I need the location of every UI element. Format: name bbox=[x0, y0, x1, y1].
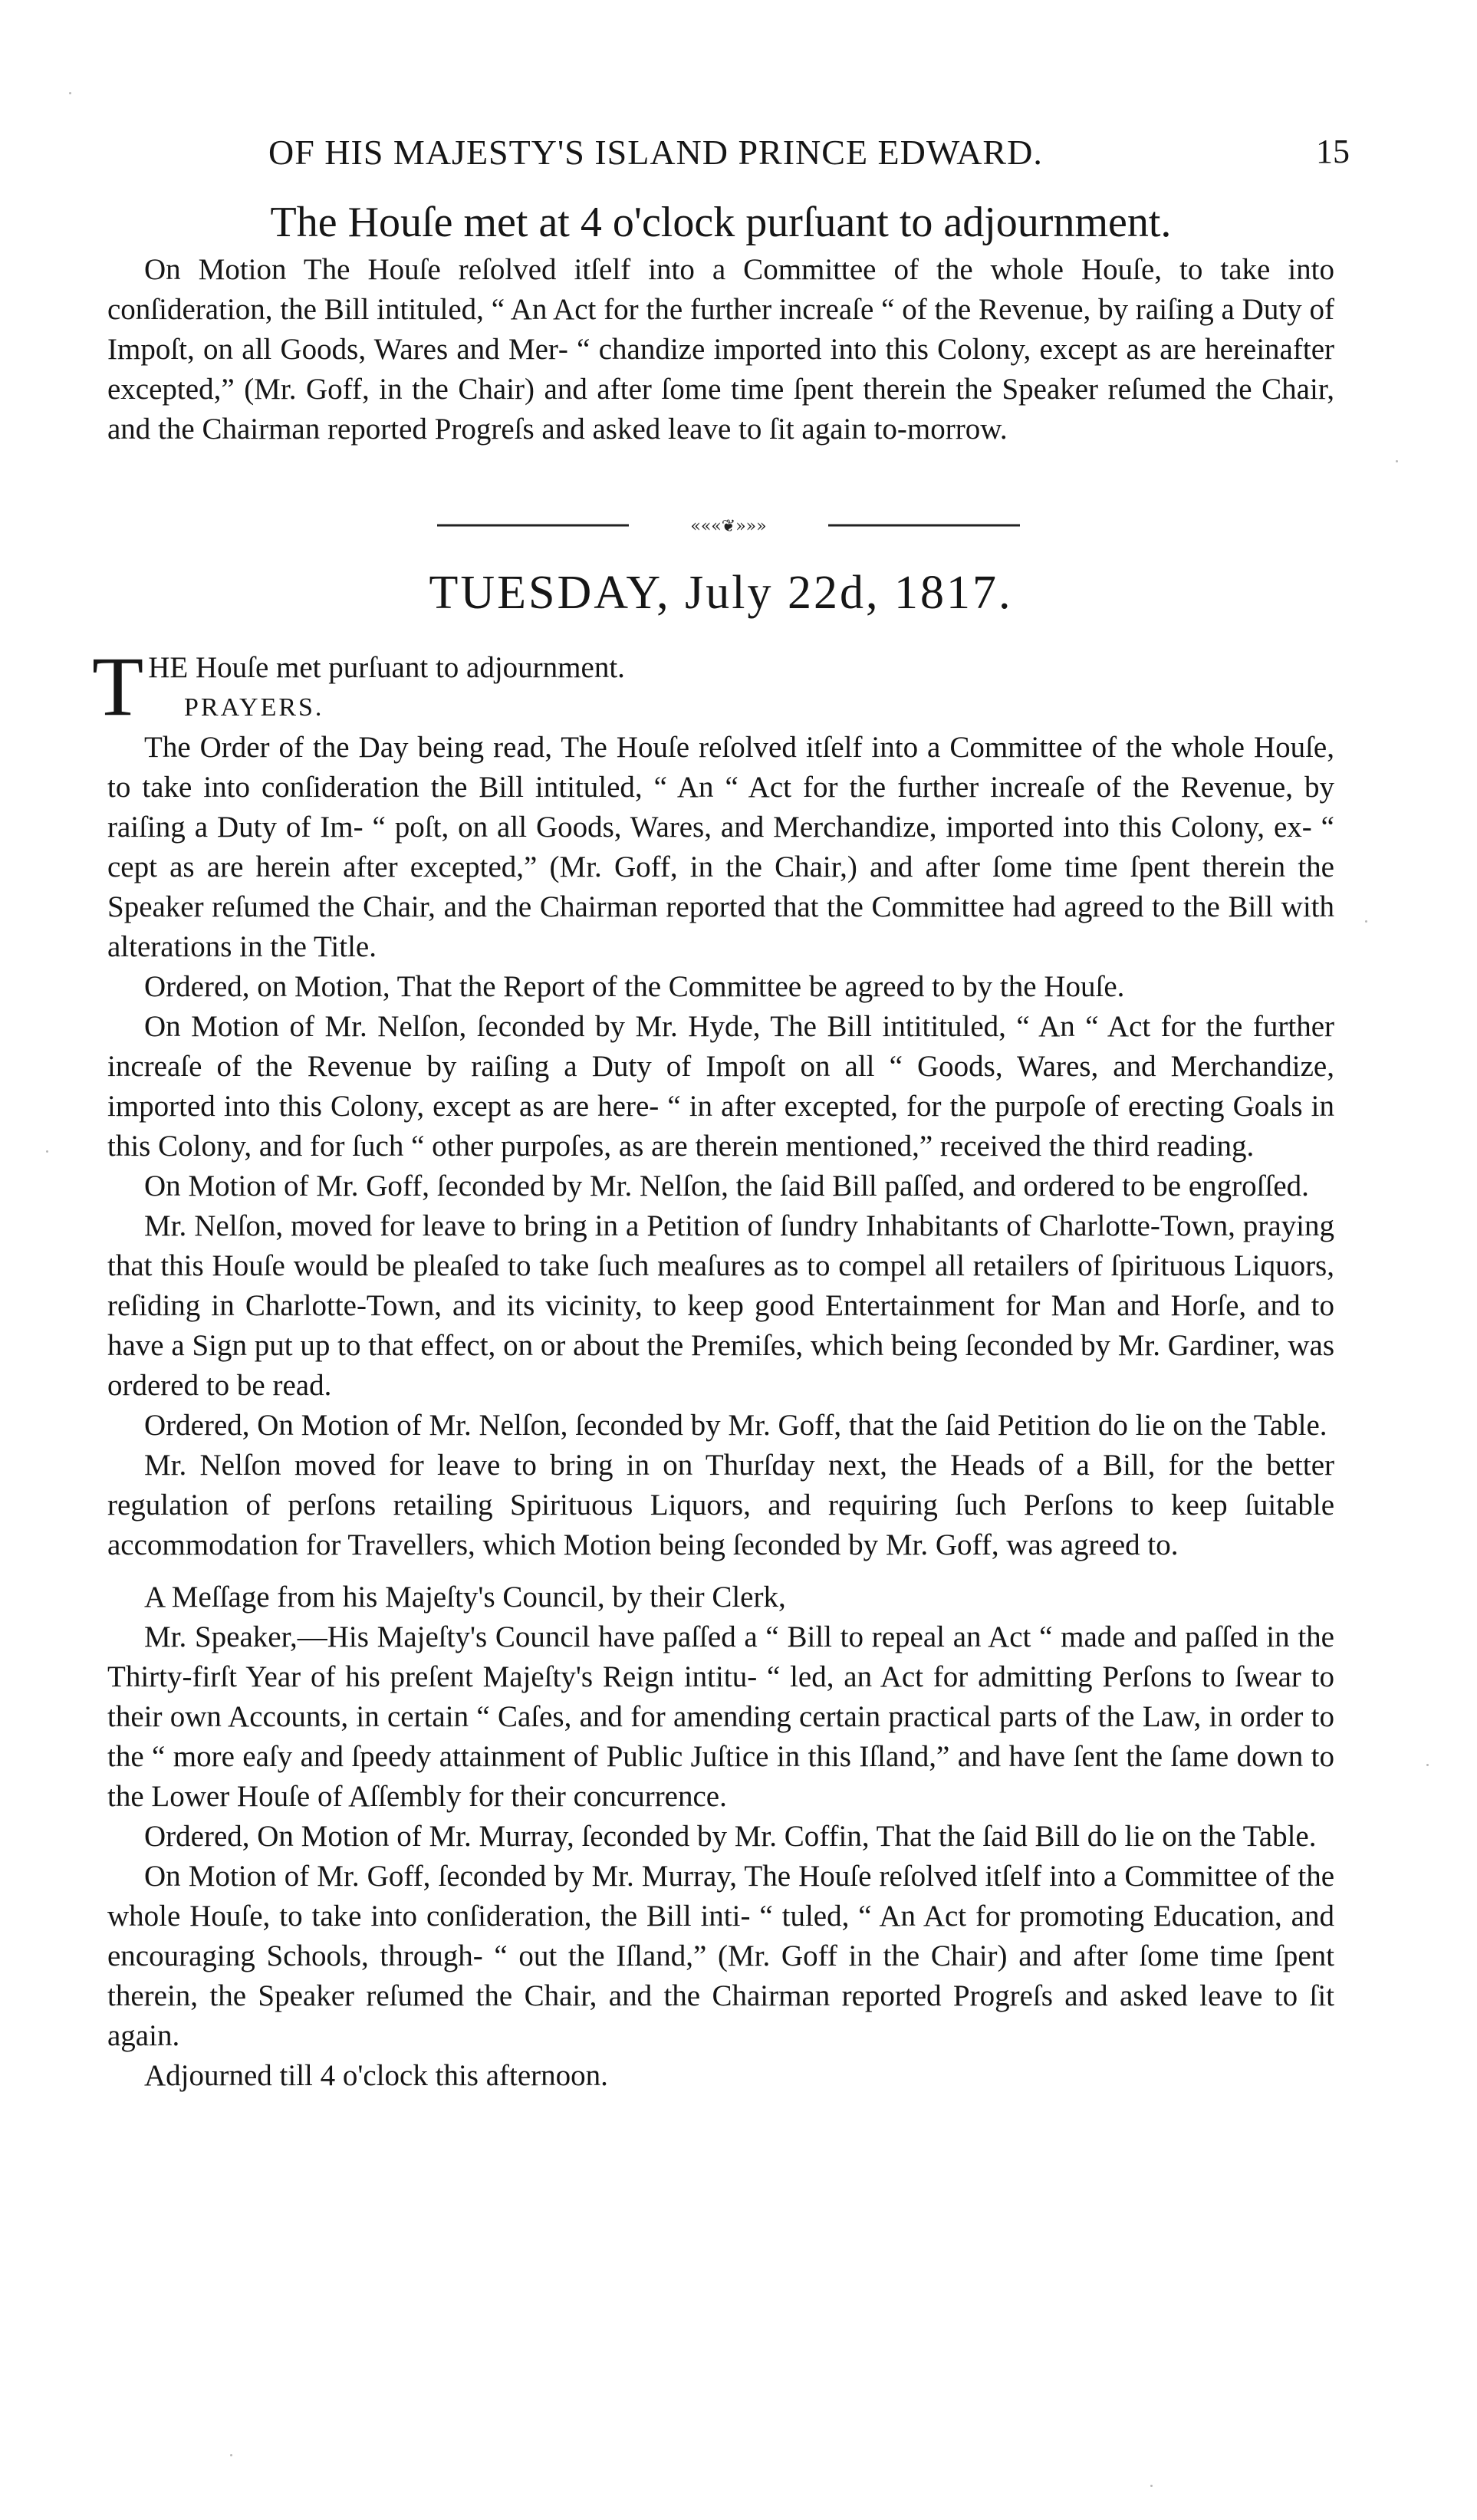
sitting-section bbox=[92, 640, 1334, 2096]
paragraph-adjourned: Adjourned till 4 o'clock this afternoon. bbox=[144, 2059, 608, 2092]
paragraph-bill-on-table: Ordered, On Motion of Mr. Murray, ſeconded by Mr. Coffin, That the ſaid Bill do lie on the Table. bbox=[144, 1820, 1317, 1853]
paragraph-heads-of-bill: Mr. Nelſon moved for leave to bring in on Thurſday next, the Heads of a Bill, for the better regulation of perſons retailing Spirituous Liquors, and requiring ſuch Perſons to keep ſuitable accommodation for Travellers, which Motion being ſeconded by Mr. Goff, was agreed to. bbox=[107, 1449, 1334, 1561]
drop-cap: T bbox=[92, 640, 144, 733]
prayers-label: PRAYERS. bbox=[184, 693, 324, 722]
paragraph-report-agreed: Ordered, on Motion, That the Report of the Committee be agreed to by the Houſe. bbox=[144, 970, 1125, 1003]
date-heading: TUESDAY, July 22d, 1817. bbox=[429, 567, 1013, 619]
paragraph-order-of-day: The Order of the Day being read, The Houſe reſolved itſelf into a Committee of the whole Houſe, to take into conſideration the Bill intituled, “ An “ Act for the further increaſe of the Revenue, by raiſing a Duty of Im‑ “ poſt, on all Goods, Wares, and Merchandize, imported into this Colony, ex‑ “ cept as are herein after excepted,” (Mr. Goff, in the Chair,) and after ſome time ſpent therein the Speaker reſumed the Chair, and the Chairman reported that the Committee had agreed to the Bill with alterations in the Title. bbox=[107, 731, 1334, 963]
afternoon-heading: The Houſe met at 4 o'clock purſuant to adjournment. bbox=[270, 199, 1172, 246]
divider-ornament: «««❦»»» bbox=[690, 517, 767, 536]
paragraph-council-message: A Meſſage from his Majeſty's Council, by their Clerk, bbox=[144, 1581, 786, 1614]
paragraph-petition-motion: Mr. Nelſon, moved for leave to bring in a Petition of ſundry Inhabitants of Charlotte-Town, praying that this Houſe would be pleaſed to take ſuch meaſures as to compel all retailers of ſpirituous Liquors, reſiding in Charlotte-Town, and its vicinity, to keep good Entertainment for Man and Horſe, and to have a Sign put up to that effect, on or about the Premiſes, which being ſeconded by Mr. Gardiner, was ordered to be read. bbox=[107, 1209, 1334, 1402]
paragraph-education-bill: On Motion of Mr. Goff, ſeconded by Mr. Murray, The Houſe reſolved itſelf into a Committee of the whole Houſe, to take into conſideration, the Bill inti‑ “ tuled, “ An Act for promoting Education, and encouraging Schools, through‑ “ out the Iſland,” (Mr. Goff in the Chair) and after ſome time ſpent therein, the Speaker reſumed the Chair, and the Chairman reported Progreſs and asked leave to ſit again. bbox=[107, 1860, 1334, 2052]
afternoon-paragraph-block bbox=[107, 250, 1334, 449]
paragraph-third-reading: On Motion of Mr. Nelſon, ſeconded by Mr. Hyde, The Bill intitituled, “ An “ Act for the further increaſe of the Revenue by raiſing a Duty of Impoſt on all “ Goods, Wares, and Merchandize, imported into this Colony, except as are here‑ “ in after excepted, for the purpoſe of erecting Goals in this Colony, and for ſuch “ other purpoſes, as are therein mentioned,” received the third reading. bbox=[107, 1010, 1334, 1163]
paragraph-bill-passed: On Motion of Mr. Goff, ſeconded by Mr. Nelſon, the ſaid Bill paſſed, and ordered to be engroſſed. bbox=[144, 1170, 1309, 1202]
afternoon-paragraph: On Motion The Houſe reſolved itſelf into a Committee of the whole Houſe, to take into conſideration, the Bill intituled, “ An Act for the further increaſe “ of the Revenue, by raiſing a Duty of Impoſt, on all Goods, Wares and Mer‑ “ chandize imported into this Colony, except as are hereinafter excepted,” (Mr. Goff, in the Chair) and after ſome time ſpent therein the Speaker reſumed the Chair, and the Chairman reported Progreſs and asked leave to ſit again to-morrow. bbox=[107, 253, 1334, 446]
paragraph-petition-table: Ordered, On Motion of Mr. Nelſon, ſeconded by Mr. Goff, that the ſaid Petition do lie on the Table. bbox=[144, 1409, 1327, 1442]
running-head bbox=[153, 132, 1350, 178]
paragraph-speaker-message: Mr. Speaker,—His Majeſty's Council have paſſed a “ Bill to repeal an Act “ made and paſſed in the Thirty-firſt Year of his preſent Majeſty's Reign intitu‑ “ led, an Act for admitting Perſons to ſwear to their own Accounts, in certain “ Caſes, and for amending certain practical parts of the Law, in order to the “ more eaſy and ſpeedy attainment of Public Juſtice in this Iſland,” and have ſent the ſame down to the Lower Houſe of Aſſembly for their concurrence. bbox=[107, 1620, 1334, 1813]
sitting-opening: HE Houſe met purſuant to adjournment. bbox=[148, 651, 625, 684]
afternoon-heading-block bbox=[107, 198, 1334, 247]
ornamental-divider bbox=[437, 514, 1020, 537]
running-title: OF HIS MAJESTY'S ISLAND PRINCE EDWARD. bbox=[268, 133, 1043, 172]
page-number: 15 bbox=[1316, 133, 1350, 170]
